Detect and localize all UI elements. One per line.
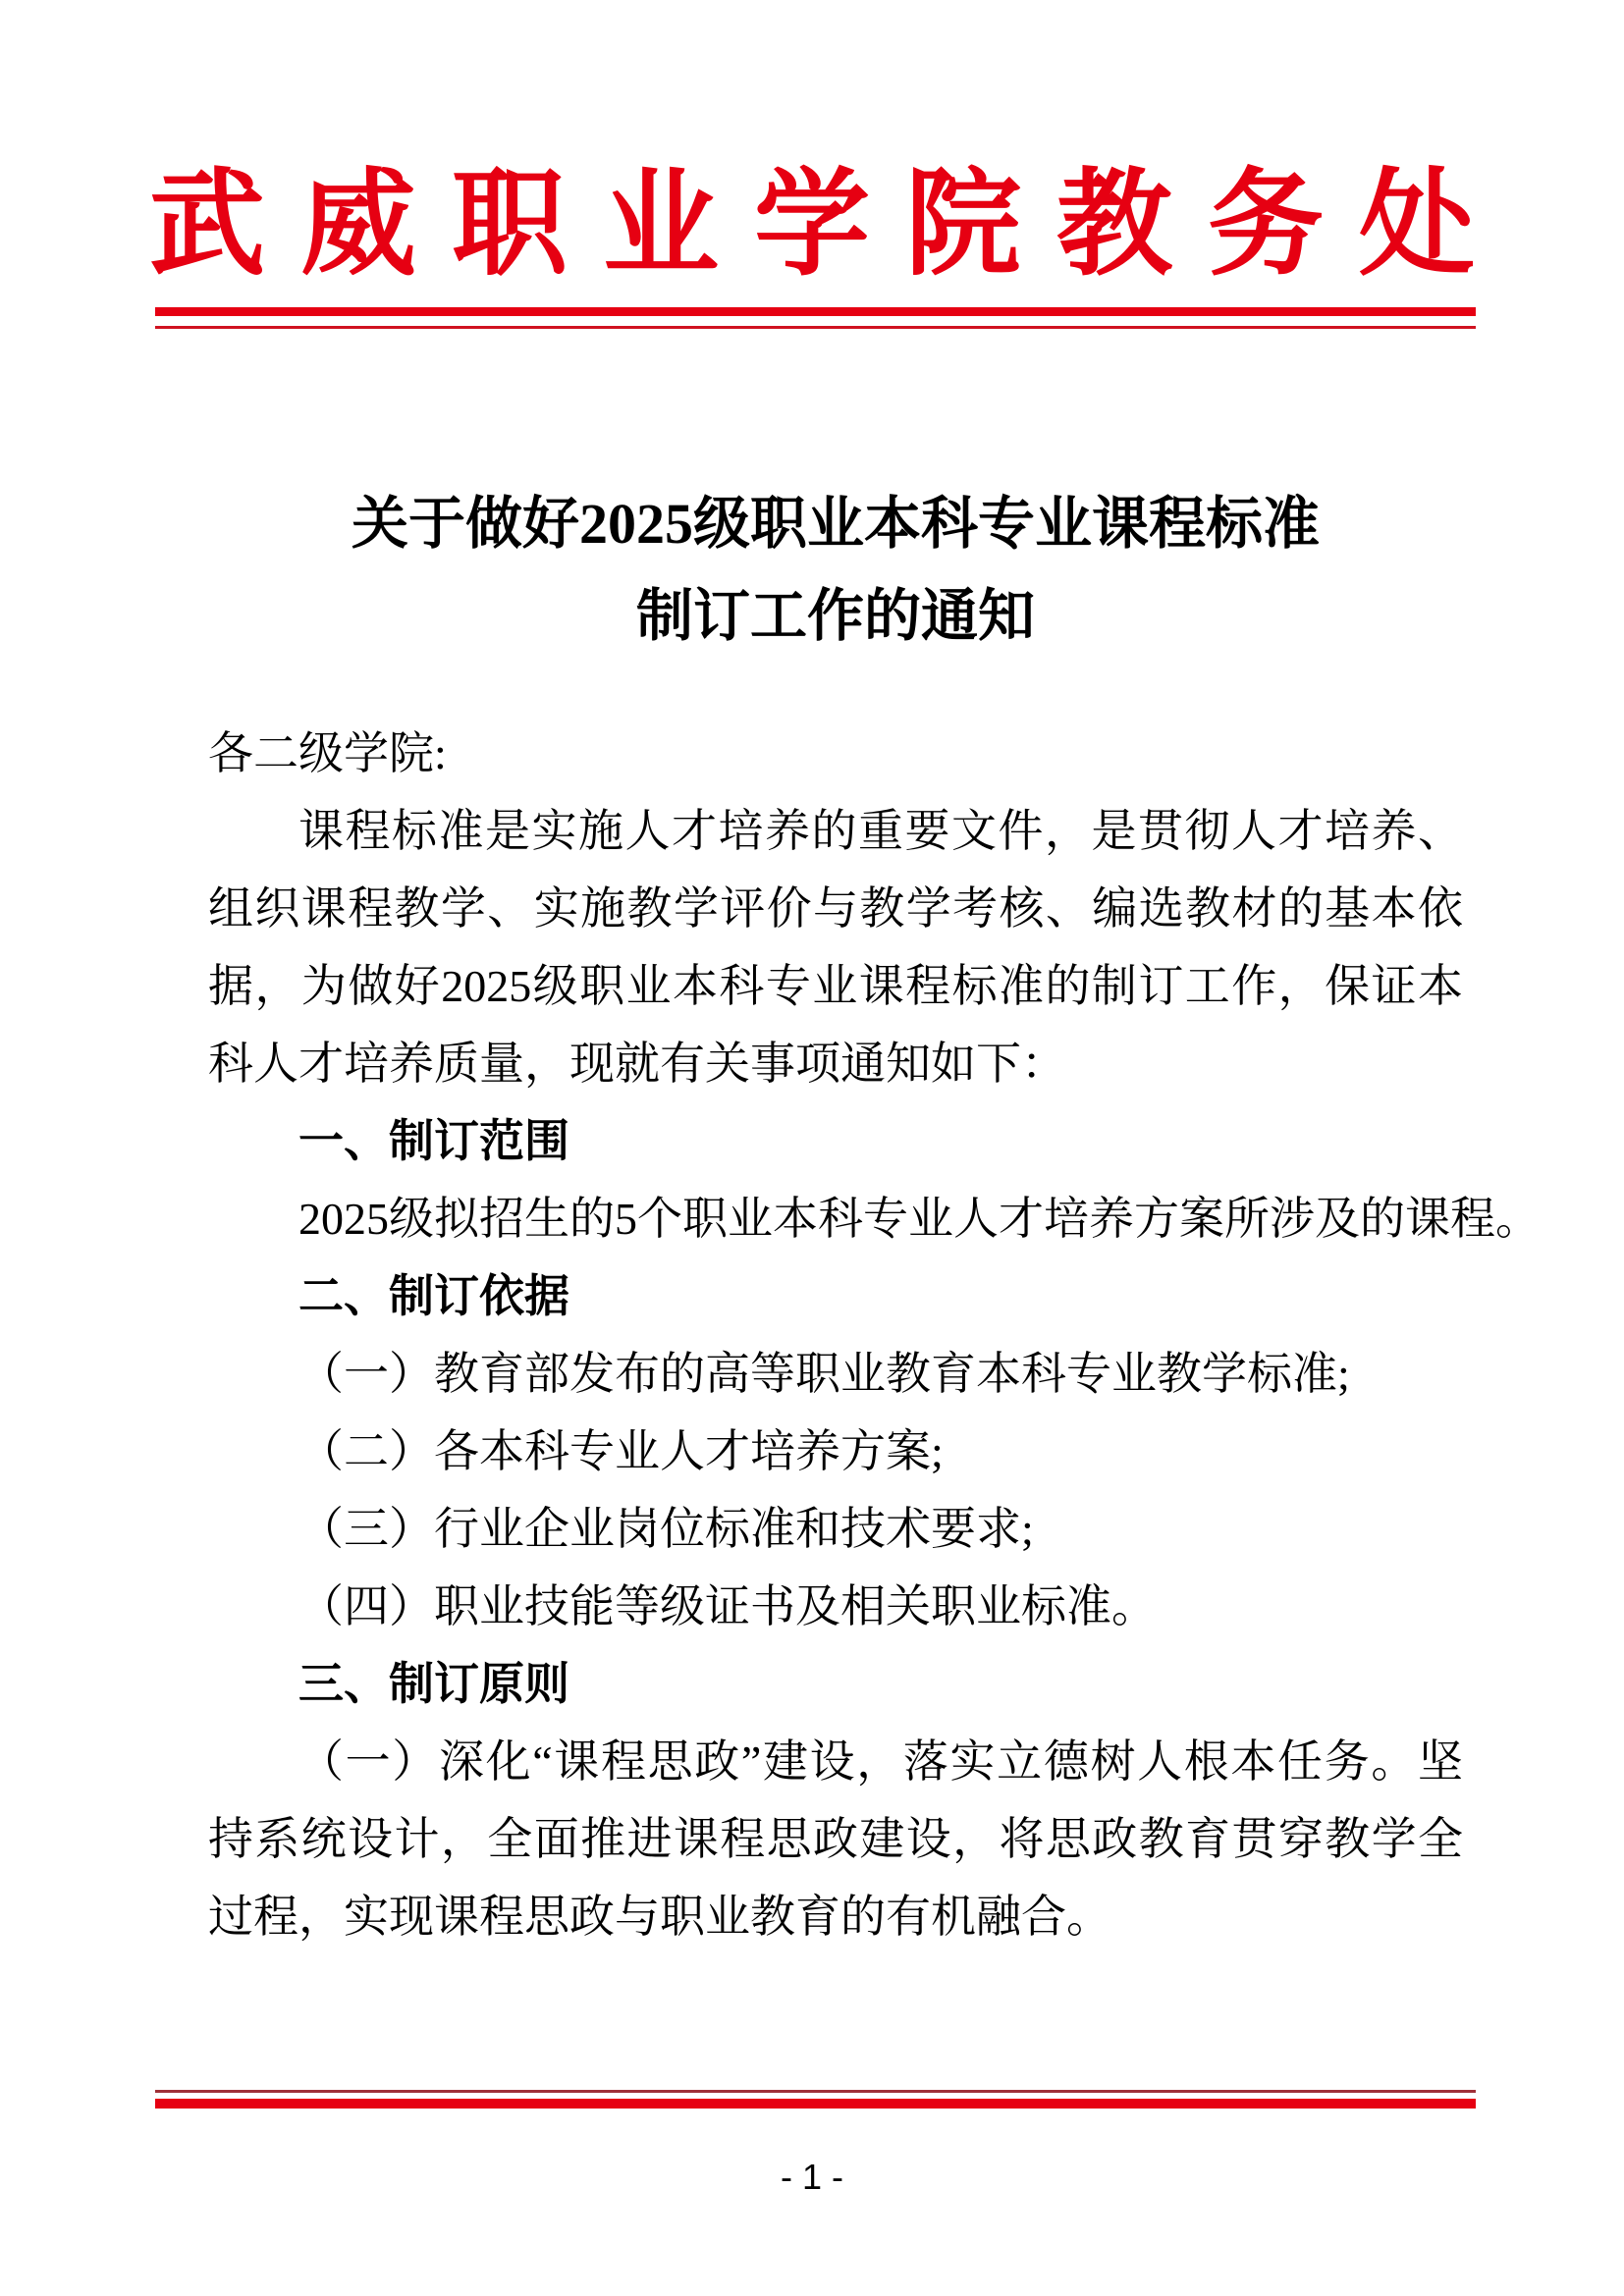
section-3-paragraph: （一）深化“课程思政”建设，落实立德树人根本任务。坚持系统设计，全面推进课程思政建设，将思政教育贯穿教学全过程，实现课程思政与职业教育的有机融合。: [208, 1736, 1463, 1942]
section-2-item-2: （二）各本科专业人才培养方案;: [298, 1426, 944, 1476]
notice-title-line-2: 制订工作的通知: [635, 584, 1035, 648]
notice-title-line-1: 关于做好2025级职业本科专业课程标准: [351, 492, 1320, 556]
section-1-paragraph: 2025级拟招生的5个职业本科专业人才培养方案所涉及的课程。: [298, 1194, 1541, 1244]
intro-paragraph: 课程标准是实施人才培养的重要文件，是贯彻人才培养、组织课程教学、实施教学评价与教学考核、编选教材的基本依据，为做好2025级职业本科专业课程标准的制订工作，保证本科人才培养质量，现就有关事项通知如下：: [208, 806, 1463, 1089]
salutation: 各二级学院:: [208, 728, 447, 778]
section-2-heading: 二、制订依据: [298, 1270, 569, 1321]
section-1-heading: 一、制订范围: [298, 1115, 569, 1166]
notice-title: [208, 478, 1463, 663]
footer-divider-thick-line: [155, 2099, 1476, 2109]
page-number: - 1 -: [780, 2157, 843, 2197]
footer-divider-thin-line: [155, 2090, 1476, 2093]
document-body: [208, 0, 1541, 1955]
notice-text: [208, 715, 1541, 1955]
section-3-heading: 三、制订原则: [298, 1658, 569, 1709]
section-2-item-3: （三）行业企业岗位标准和技术要求;: [298, 1504, 1034, 1554]
section-2-item-1: （一）教育部发布的高等职业教育本科专业教学标准;: [298, 1349, 1350, 1399]
section-2-item-4: （四）职业技能等级证书及相关职业标准。: [298, 1581, 1157, 1631]
letterhead-org-title: 武威职业学院教务处: [148, 161, 1510, 290]
